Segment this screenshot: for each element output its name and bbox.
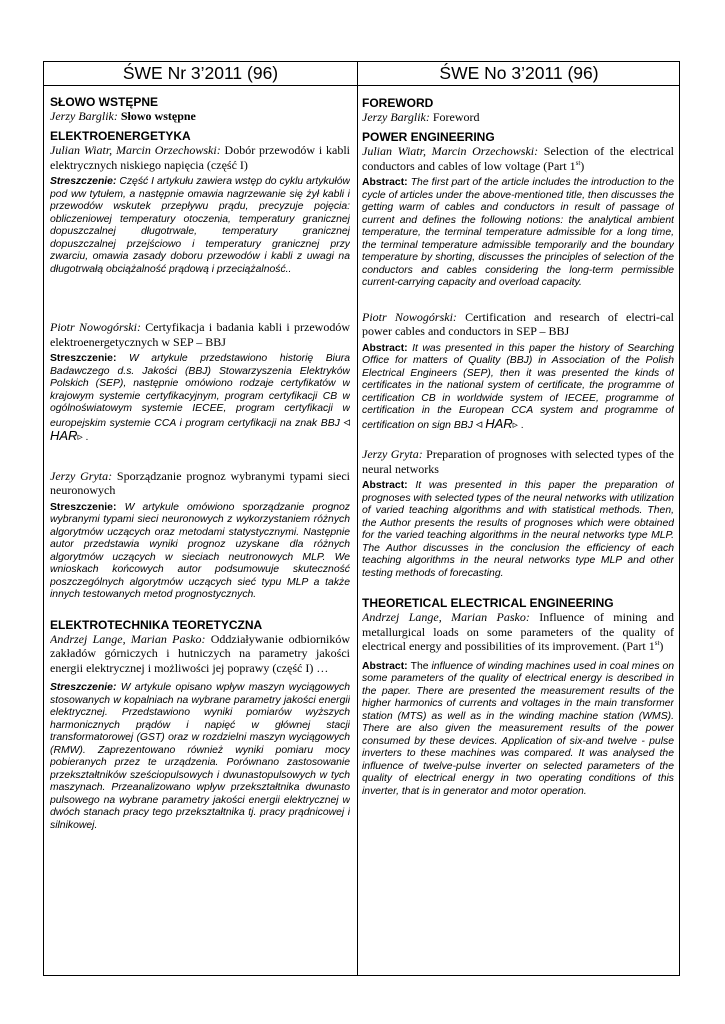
article-title-text: Influence of mining and metallurgical loads on some parameters of the quality of electrical energy and possibilities of its improvement. (Part 1 [362, 610, 674, 653]
abstract-text: W artykule opisano wpływ maszyn wyciągowych stosowanych w kopalniach na wybrane parametry jakości energii elektrycznej. Przedstawiono wyniki pomiarów wyższych harmonicznych prądów i napięć w głównej stacji transformatorowej (GST) oraz w rozdzielni maszyn wyciągowych (RMW). Zaprezentowano również wyniki pomiaru mocy pobieranych przez te urządzenia. Porównano zastosowanie przekształtników sześciopulsowych i dwunastopulsowych w tych maszynach. Przeanalizowano wpływ przekształtnika dwunasto pulsowego na wybrane parametry jakości energii elektrycznej w dwóch stanach pracy tego przekształtnika tj. pracy prądnicowej i silnikowej. [50, 682, 350, 831]
column-divider [357, 61, 358, 976]
article-title [362, 310, 674, 339]
abstract-text: W artykule omówiono sporządzanie prognoz wybranymi typami sieci neuronowych z wykorzystaniem różnych algorytmów uczących oraz metodami statystycznymi. Następnie autor przedstawia wyniki prognoz uzyskane dla różnych algorytmów uczących w sieciach neutronowych MLP. We wnioskach końcowych autor podsumowuje skuteczność poszczególnych algorytmów uczących sieć typu MLP a także innych testowanych metod prognostycznych. [50, 501, 350, 600]
abstract-label: Streszczenie: [50, 176, 117, 187]
article-authors: Andrzej Lange, Marian Pasko: [362, 610, 530, 624]
har-right-symbol: ▹ . [77, 432, 89, 443]
abstract-label: Streszczenie: [50, 682, 117, 693]
article-authors: Jerzy Gryta: [362, 447, 423, 461]
section-title: ELEKTROTECHNIKA TEORETYCZNA [50, 617, 263, 632]
article-abstract [362, 480, 674, 580]
article-title-text: Sporządzanie prognoz wybranymi typami sieci neuronowych [50, 468, 350, 497]
har-left-symbol: ◃ [343, 413, 350, 429]
title-superscript: st [654, 639, 660, 647]
abstract-lead: The [410, 660, 429, 672]
article-title-text: Certyfikacja i badania kabli i przewodów elektroenergetycznych w SEP – BBJ [50, 320, 350, 349]
section-title: ELEKTROENERGETYKA [50, 129, 191, 143]
title-close: ) [659, 639, 664, 653]
article-abstract [50, 353, 350, 445]
abstract-text: The first part of the article includes the introduction to the cycle of articles under the above-mentioned title, then discusses the getting warm of cables and conductors in result of passage of current and defines the following notions: the analytical ambient temperature, the terminal temperature admissible for a long time, the terminal temperature admissible temporarily and the boundary temperature by shorting, discusses the principles of selection of the conductors and cables considering the long-term permissible current-carrying capacity and overload capacity. [362, 177, 674, 288]
har-mark: HAR [485, 415, 513, 431]
right-column [362, 86, 674, 966]
article-authors: Julian Wiatr, Marcin Orzechowski: [362, 144, 539, 158]
foreword-title: FOREWORD [362, 96, 434, 110]
article-abstract [50, 502, 350, 602]
section-title: POWER ENGINEERING [362, 130, 495, 144]
article-authors: Piotr Nowogórski: [362, 309, 457, 324]
left-column [50, 86, 350, 966]
article-abstract [50, 682, 350, 832]
article-title [362, 610, 674, 654]
article-title-text: Selection of the electrical conductors and cables of low voltage (Part 1 [362, 144, 674, 173]
har-mark: HAR [50, 428, 78, 443]
abstract-label: Streszczenie: [50, 353, 117, 364]
foreword-title: SŁOWO WSTĘPNE [50, 95, 158, 109]
article-abstract [50, 176, 350, 276]
right-column-header: ŚWE No 3’2011 (96) [358, 61, 680, 86]
article-authors: Piotr Nowogórski: [50, 320, 141, 334]
article-authors: Julian Wiatr, Marcin Orzechowski: [50, 143, 221, 157]
article-title [50, 632, 350, 676]
article-title [362, 447, 674, 476]
article-title-text: Certification and research of electri-cal power cables and conductors in SEP – BBJ [362, 309, 674, 338]
abstract-label: Abstract: [362, 660, 408, 672]
har-right-symbol: ▹ . [512, 419, 524, 431]
article-title-text: Dobór przewodów i kabli elektrycznych niskiego napięcia (część I) [50, 143, 350, 172]
foreword-author: Jerzy Barglik: [50, 109, 118, 123]
article-abstract [362, 661, 674, 799]
foreword-author: Jerzy Barglik: [362, 110, 430, 124]
abstract-text: It was presented in this paper the preparation of prognoses with selected types of the neural networks with utilization of varied teaching algorithms and with statistical methods. Then, the Author presents the results of prognoses which were obtained for the varied teaching algorithms in the neural networks type MLP. The Author discusses in the conclusion the efficiency of each teaching algorithms in the neural networks type MLP and other testing methods of forecasting. [362, 480, 674, 579]
foreword-byline [362, 110, 674, 124]
title-close: ) [580, 158, 585, 173]
article-title [50, 320, 350, 349]
article-abstract [362, 343, 674, 433]
abstract-label: Abstract: [362, 177, 408, 188]
foreword-byline [50, 109, 350, 123]
abstract-label: Abstract: [362, 480, 408, 491]
article-title [362, 144, 674, 173]
abstract-text: W artykule przedstawiono historię Biura Badawczego d.s. Jakości (BBJ) Stowarzyszenia Elektryków Polskich (SEP), następnie omówiono rodzaje certyfikatów w krajowym systemie certyfikacyjnym, program certyfikacji CB w ogólnoświatowym systemie IECEE, program certyfikacji w europejskim systemie CCA i program certyfikacji na znak BBJ [50, 353, 350, 429]
har-left-symbol: ◃ [475, 415, 483, 431]
article-title-text: Oddziaływanie odbiorników zakładów górniczych i hutniczych na parametry jakości energii elektrycznej i możliwości jej poprawy (część I) … [50, 631, 350, 675]
article-title-text: Preparation of prognoses with selected types of the neural networks [362, 447, 674, 476]
section-title: THEORETICAL ELECTRICAL ENGINEERING [362, 596, 614, 610]
abstract-text: Część I artykułu zawiera wstęp do cyklu artykułów pod ww tytułem, a następnie omawia nagrzewanie się żył kabli i przewodów wskutek przepływu prądu, precyzuje pojęcia: obliczeniowej temperatury otoczenia, temperatury granicznej dopuszczalnej długotrwale, temperatury granicznej dopuszczalnej przejściowo i temperatury granicznej przy zwarciu, omawia zasady doboru przewodów i kabli z uwagi na długotrwałą obciążalność prądową i przeciążalność.. [50, 176, 350, 275]
abstract-text: It was presented in this paper the history of Searching Office for matters of Quality (BBJ) in Association of the Polish Electrical Engineers (SEP), then it was presented the kinds of certificates in the national system of certificate, the programme of certification CB in worldwide system of IECEE, programme of certification in the European CCA system and programme of certification on sign BBJ [362, 342, 674, 431]
abstract-label: Streszczenie: [50, 501, 117, 513]
foreword-text: Foreword [432, 110, 480, 124]
article-title [50, 469, 350, 498]
left-column-header: ŚWE Nr 3’2011 (96) [43, 61, 358, 86]
article-abstract [362, 177, 674, 290]
abstract-text: influence of winding machines used in coal mines on some parameters of the quality of electrical energy is described in the paper. There are presented the measurement results of the higher harmonics of currents and voltages in the main transformer station (MTS) as well as in the winding machine station (WMS). There are also given the measurement results of the power consumed by these devices. Application of six-and twelve - pulse inverters to these machines was compared. It was analysed the influence of twelve-pulse inverter on selected parameters of the quality of electrical energy in two operating conditions of this inverter, that is in generator and motor operation. [362, 660, 674, 797]
article-title [50, 143, 350, 172]
foreword-text: Słowo wstępne [120, 109, 196, 123]
article-authors: Andrzej Lange, Marian Pasko: [50, 631, 206, 646]
title-superscript: st [575, 158, 581, 167]
abstract-label: Abstract: [362, 342, 408, 354]
article-authors: Jerzy Gryta: [50, 468, 113, 483]
